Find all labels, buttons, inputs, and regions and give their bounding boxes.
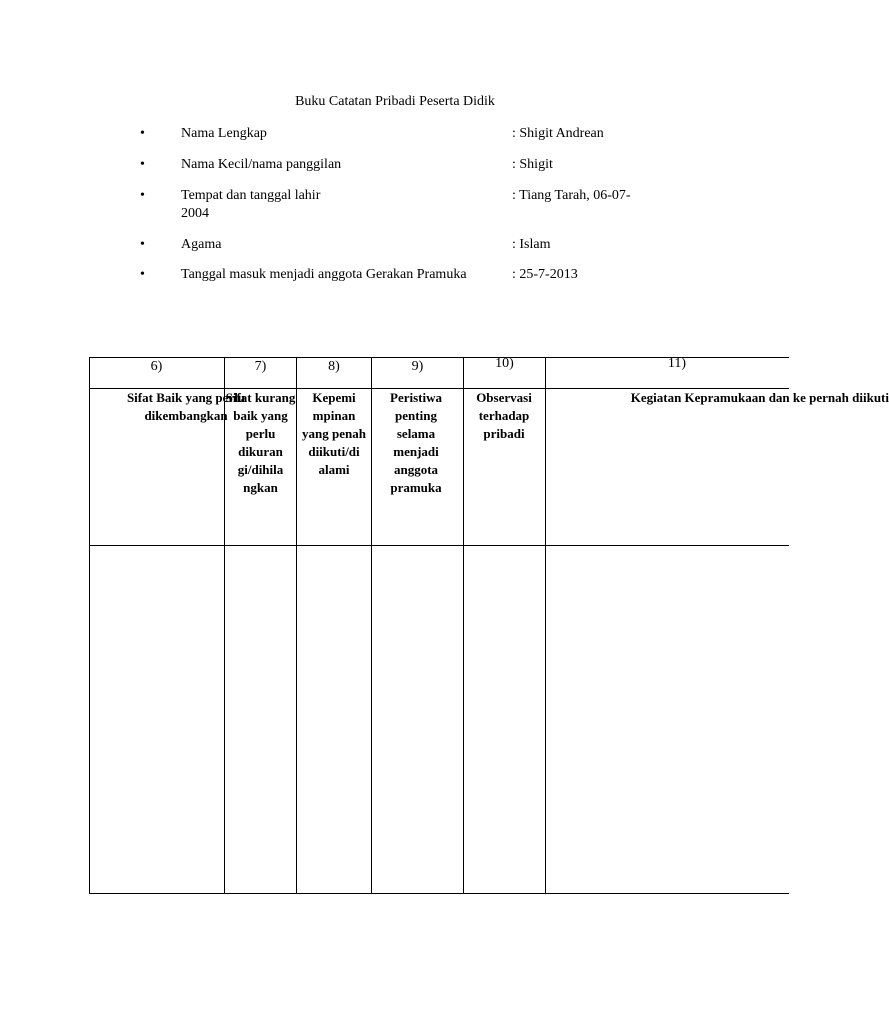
- field-label: Tanggal masuk menjadi anggota Gerakan Pramuka: [181, 267, 467, 282]
- field-label: Nama Kecil/nama panggilan: [181, 157, 342, 172]
- record-table: [89, 356, 889, 894]
- field-label: [181, 187, 320, 223]
- field-label-continuation: 2004: [181, 206, 209, 221]
- field-label: Agama: [181, 237, 222, 252]
- field-value: : Shigit Andrean: [512, 126, 604, 141]
- bullet-icon: •: [140, 126, 145, 141]
- bullet-icon: •: [140, 237, 145, 252]
- column-header: Kepemi mpinan yang penah diikuti/di alami: [302, 390, 366, 477]
- column-number: 11): [667, 356, 687, 371]
- column-header: Observasi terhadap pribadi: [476, 390, 532, 441]
- column-header: Sifat Baik yang perlu dikembangkan: [126, 390, 246, 423]
- field-label-text: Tempat dan tanggal lahir: [181, 188, 321, 203]
- column-number: 6): [150, 359, 163, 374]
- column-number: 8): [328, 359, 340, 374]
- field-value: : Tiang Tarah, 06-07-: [512, 188, 631, 203]
- table-border-bottom: [89, 893, 789, 894]
- field-value: : 25-7-2013: [512, 267, 578, 282]
- column-number: 9): [411, 359, 424, 374]
- column-number: 10): [495, 356, 514, 371]
- column-header: Sifat kurang baik yang perlu dikuran gi/dihila ngkan: [225, 390, 296, 495]
- column-header-text: Kegiatan Kepramukaan dan ke pernah diikuti: [630, 390, 889, 405]
- bullet-icon: •: [140, 157, 145, 172]
- table-col-divider: [463, 357, 464, 894]
- bullet-icon: •: [140, 188, 145, 203]
- document-title: Buku Catatan Pribadi Peserta Didik: [295, 94, 495, 109]
- field-value: : Shigit: [512, 157, 553, 172]
- column-header: Peristiwa penting selama menjadi anggota pramuka: [390, 390, 442, 495]
- table-col-divider: [296, 357, 297, 894]
- column-number: 7): [254, 359, 267, 374]
- table-col-divider: [371, 357, 372, 894]
- field-value: : Islam: [512, 237, 551, 252]
- column-header: [559, 389, 889, 407]
- table-border-left: [89, 357, 90, 894]
- bullet-icon: •: [140, 267, 145, 282]
- table-row-divider: [89, 545, 789, 546]
- field-label: Nama Lengkap: [181, 126, 267, 141]
- table-col-divider: [545, 357, 546, 894]
